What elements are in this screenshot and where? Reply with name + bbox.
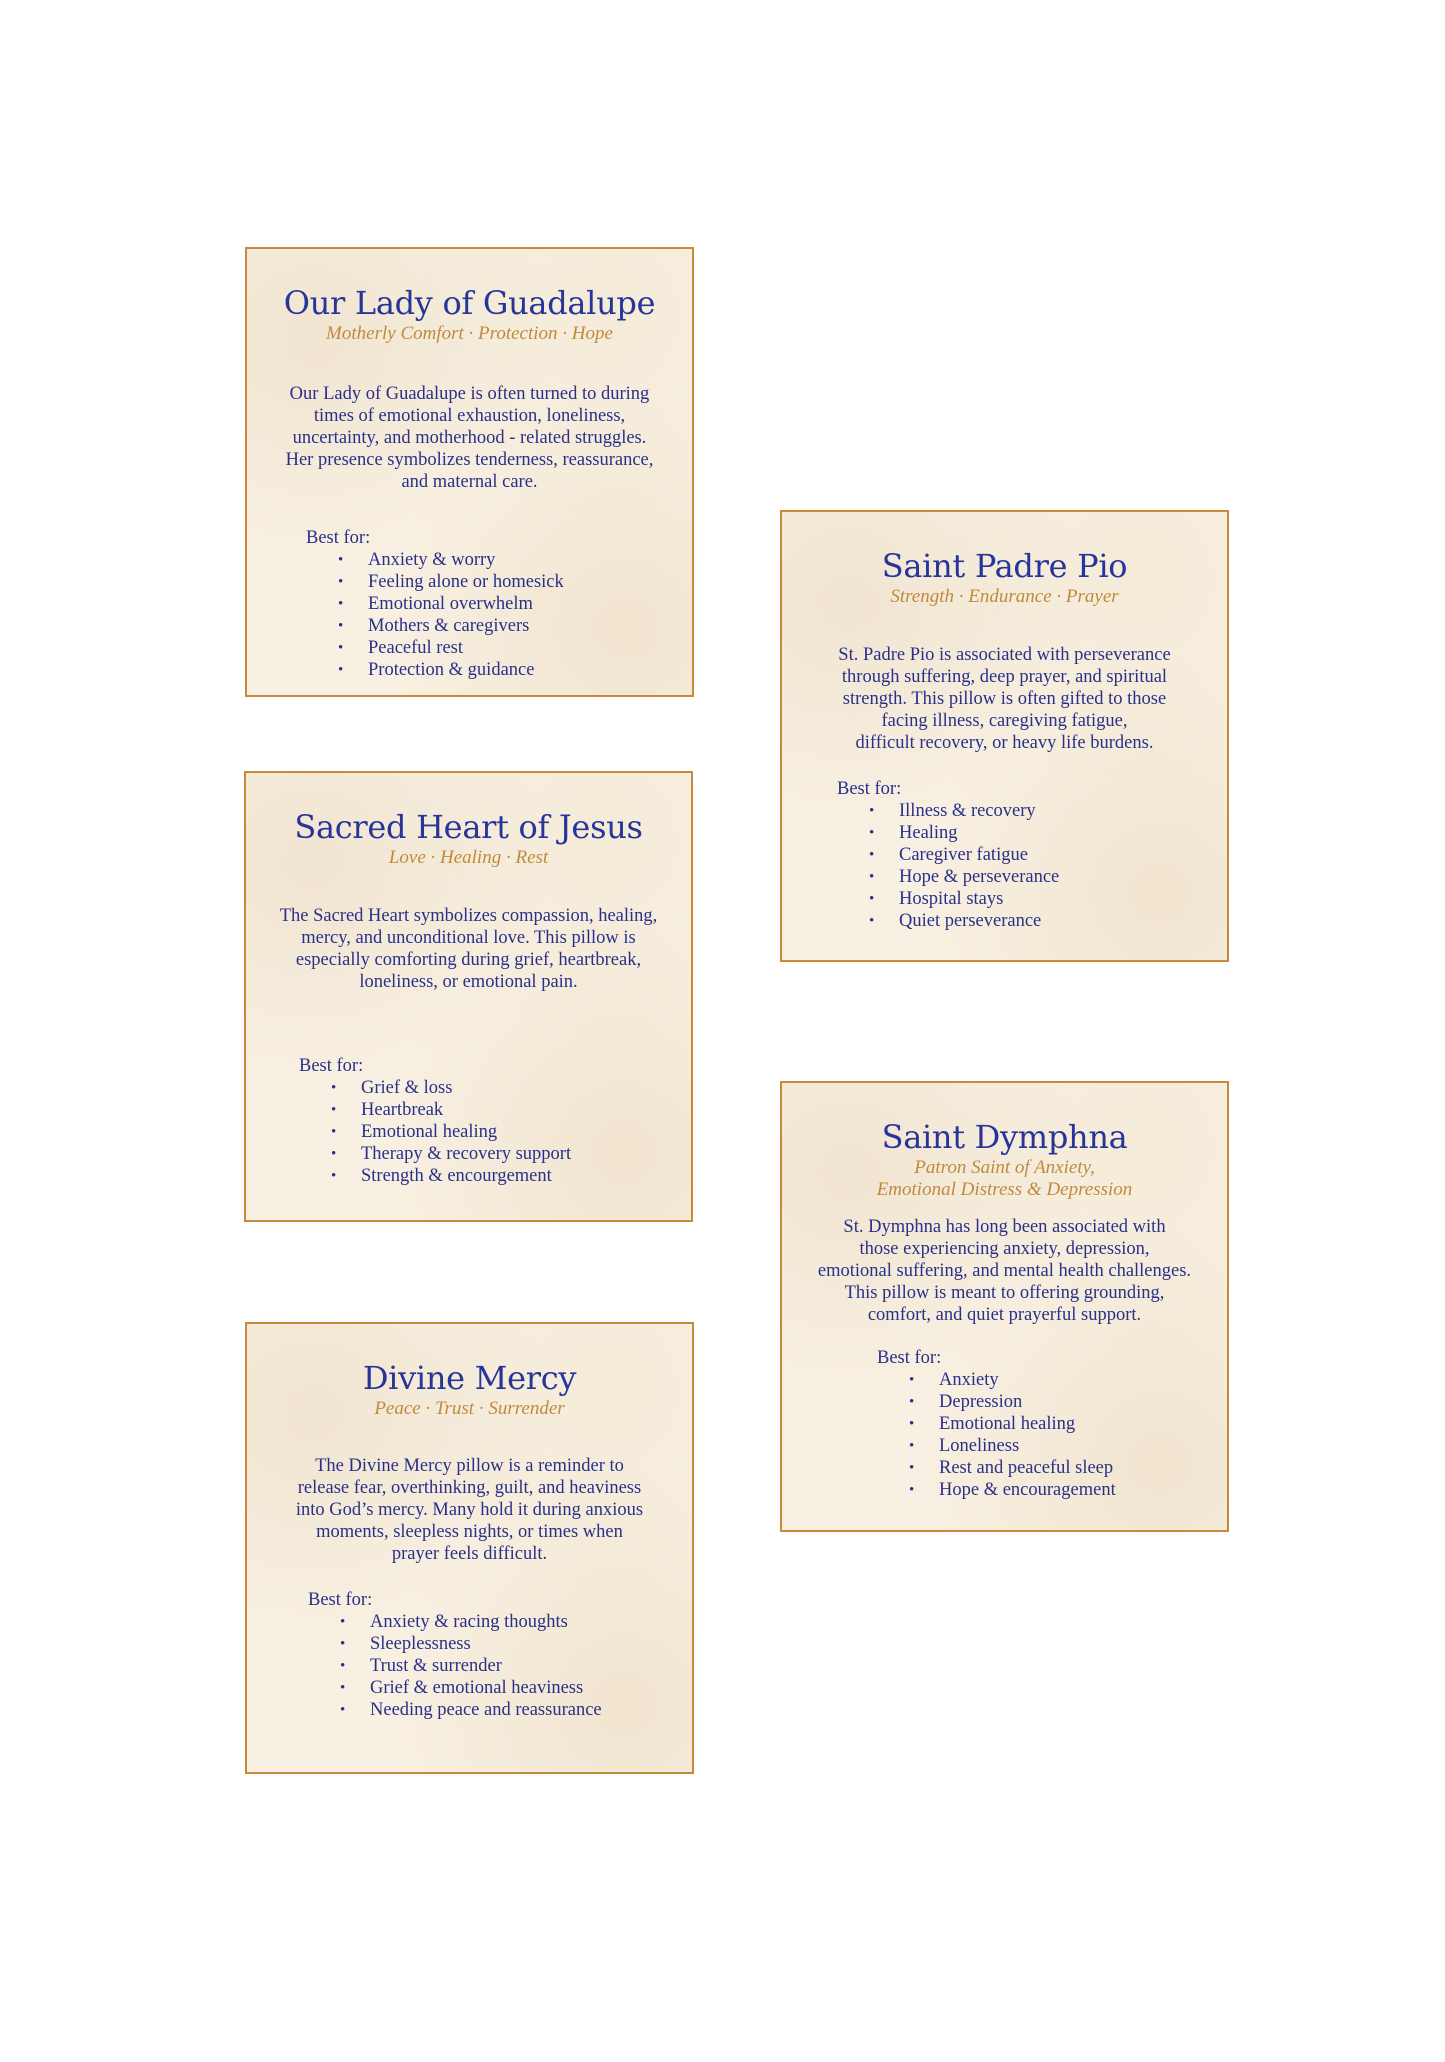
- card-description: St. Padre Pio is associated with perseverance through suffering, deep prayer, and spiritual strength. This pillow is often gifted to those facing illness, caregiving fatigue, difficult recovery, or heavy life burdens.: [838, 645, 1171, 753]
- card-saint-dymphna: [780, 1081, 1229, 1532]
- list-item: • Mothers & caregivers: [338, 615, 564, 637]
- card-sacred-heart-of-jesus: [244, 771, 693, 1222]
- card-title: Saint Padre Pio: [881, 547, 1128, 585]
- card-title: Our Lady of Guadalupe: [283, 284, 656, 322]
- list-item: • Strength & encourgement: [331, 1165, 571, 1187]
- list-item: • Depression: [909, 1391, 1116, 1413]
- card-subtitle: Peace · Trust · Surrender: [374, 1398, 565, 1419]
- best-for-label: Best for:: [306, 528, 371, 548]
- best-for-label: Best for:: [877, 1348, 942, 1368]
- list-item: • Healing: [869, 822, 1059, 844]
- list-item: • Loneliness: [909, 1435, 1116, 1457]
- card-saint-padre-pio: [780, 510, 1229, 962]
- list-item: • Emotional healing: [909, 1413, 1116, 1435]
- card-description: St. Dymphna has long been associated with those experiencing anxiety, depression, emotional suffering, and mental health challenges. This pillow is meant to offering grounding, comfort, and quiet prayerful support.: [817, 1217, 1192, 1325]
- card-title: Divine Mercy: [362, 1359, 577, 1397]
- list-item: • Grief & loss: [331, 1077, 571, 1099]
- list-item: • Anxiety & racing thoughts: [340, 1611, 602, 1633]
- card-title: Sacred Heart of Jesus: [294, 808, 643, 846]
- list-item: • Illness & recovery: [869, 800, 1059, 822]
- best-for-list: [299, 1055, 571, 1187]
- card-description: Our Lady of Guadalupe is often turned to during times of emotional exhaustion, loneliness, uncertainty, and motherhood - related struggles. Her presence symbolizes tenderness, reassurance, and maternal care.: [285, 384, 654, 492]
- list-item: • Hope & encouragement: [909, 1479, 1116, 1501]
- list-item: • Heartbreak: [331, 1099, 571, 1121]
- list-item: • Protection & guidance: [338, 659, 564, 681]
- card-description: The Sacred Heart symbolizes compassion, healing, mercy, and unconditional love. This pillow is especially comforting during grief, heartbreak, loneliness, or emotional pain.: [279, 906, 658, 992]
- best-for-label: Best for:: [299, 1056, 364, 1076]
- best-for-list: [837, 778, 1059, 932]
- card-title: Saint Dymphna: [881, 1118, 1128, 1156]
- card-our-lady-of-guadalupe: [245, 247, 694, 697]
- best-for-list: [306, 527, 564, 681]
- best-for-label: Best for:: [837, 779, 902, 799]
- card-description: The Divine Mercy pillow is a reminder to release fear, overthinking, guilt, and heaviness into God’s mercy. Many hold it during anxious moments, sleepless nights, or times when prayer feels difficult.: [295, 1456, 644, 1564]
- list-item: • Feeling alone or homesick: [338, 571, 564, 593]
- best-for-list: [308, 1589, 602, 1721]
- card-subtitle: Motherly Comfort · Protection · Hope: [326, 323, 613, 344]
- card-subtitle: Love · Healing · Rest: [388, 847, 549, 868]
- list-item: • Anxiety: [909, 1369, 1116, 1391]
- list-item: • Grief & emotional heaviness: [340, 1677, 602, 1699]
- card-subtitle: Patron Saint of Anxiety, Emotional Distress & Depression: [876, 1157, 1133, 1200]
- list-item: • Needing peace and reassurance: [340, 1699, 602, 1721]
- list-item: • Emotional overwhelm: [338, 593, 564, 615]
- card-divine-mercy: [245, 1322, 694, 1774]
- list-item: • Quiet perseverance: [869, 910, 1059, 932]
- list-item: • Caregiver fatigue: [869, 844, 1059, 866]
- list-item: • Emotional healing: [331, 1121, 571, 1143]
- best-for-label: Best for:: [308, 1590, 373, 1610]
- list-item: • Anxiety & worry: [338, 549, 564, 571]
- list-item: • Trust & surrender: [340, 1655, 602, 1677]
- list-item: • Therapy & recovery support: [331, 1143, 571, 1165]
- list-item: • Rest and peaceful sleep: [909, 1457, 1116, 1479]
- list-item: • Peaceful rest: [338, 637, 564, 659]
- best-for-list: [877, 1347, 1116, 1501]
- card-subtitle: Strength · Endurance · Prayer: [890, 586, 1119, 607]
- list-item: • Hospital stays: [869, 888, 1059, 910]
- list-item: • Hope & perseverance: [869, 866, 1059, 888]
- list-item: • Sleeplessness: [340, 1633, 602, 1655]
